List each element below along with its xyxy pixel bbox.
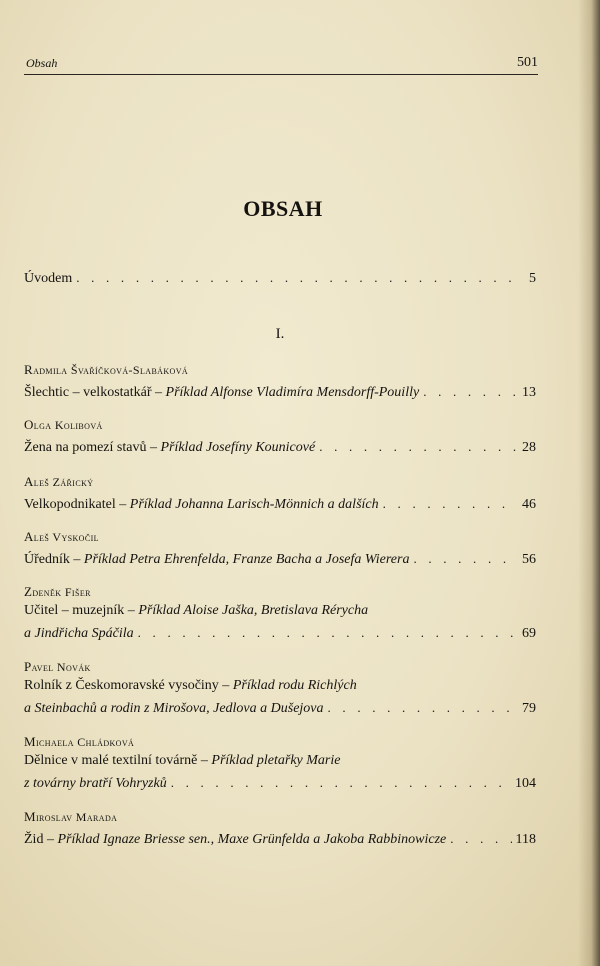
entry-subtitle: Příklad Aloise Jaška, Bretislava Rérycha [138,603,369,618]
entry-subtitle: Příklad rodu Richlých [232,678,357,693]
entry-subtitle: Příklad pletařky Marie [211,753,341,768]
entry-subtitle: Příklad Johanna Larisch-Mönnich a dalších [129,497,379,512]
entry-page: 79 [522,701,536,716]
toc-entry[interactable] [24,623,536,643]
toc-entry[interactable] [24,549,536,569]
running-header [24,52,538,75]
entry-page: 56 [522,552,536,567]
dot-leader [423,382,516,402]
entry-page: 46 [522,497,536,512]
entry-author: Olga Kolibová [24,417,103,432]
toc-entry-first-line[interactable] [24,753,340,769]
entry-title: Rolník z Českomoravské vysočiny – [24,678,233,693]
entry-subtitle: Příklad Alfonse Vladimíra Mensdorff-Pouilly [165,385,420,400]
toc-entry-first-line[interactable] [24,603,368,619]
entry-author: Radmila Švaříčková-Slabáková [24,362,189,377]
part-heading: I. [275,326,285,342]
dot-leader [319,437,516,457]
entry-page: 118 [515,832,536,847]
toc-entry-first-line[interactable] [24,678,357,694]
entry-author: Aleš Vyskočil [24,529,99,544]
entry-author: Miroslav Marada [24,809,118,824]
entry-title: Velkopodnikatel – Příklad Johanna Larisch-Mönnich a dalších [24,497,379,512]
entry-title: Úředník – Příklad Petra Ehrenfelda, Franze Bacha a Josefa Wierera [24,552,410,567]
entry-author: Michaela Chládková [24,734,135,749]
entry-continuation: a Steinbachů a rodin z Mirošova, Jedlova a Dušejova [24,701,324,716]
entry-subtitle: Příklad Josefíny Kounicové [160,440,316,455]
page-title: OBSAH [243,196,323,221]
entry-subtitle: Příklad Petra Ehrenfelda, Franze Bacha a Josefa Wierera [83,552,410,567]
entry-title: Dělnice v malé textilní továrně – [24,753,212,768]
entry-continuation: z továrny bratří Vohryzků [24,776,167,791]
dot-leader [171,773,511,793]
toc-entry[interactable] [24,773,536,793]
toc-entry[interactable] [24,494,536,514]
entry-author: Aleš Zářický [24,474,94,489]
toc-intro[interactable] [24,268,536,288]
toc-entry[interactable] [24,382,536,402]
entry-page: 28 [522,440,536,455]
toc-entry[interactable] [24,698,536,718]
entry-page: 104 [515,776,536,791]
entry-author: Zdeněk Fišer [24,584,91,599]
header-section-title: Obsah [26,56,58,70]
entry-continuation: a Jindřicha Spáčila [24,626,134,641]
dot-leader [138,623,516,643]
toc-intro-label: Úvodem [24,271,73,286]
entry-title: Žena na pomezí stavů – Příklad Josefíny Kounicové [24,440,316,455]
toc-entry[interactable] [24,829,536,849]
toc-intro-page: 5 [529,271,536,286]
toc-entry[interactable] [24,437,536,457]
dot-leader [383,494,516,514]
entry-author: Pavel Novák [24,659,91,674]
header-page-number: 501 [517,55,538,70]
entry-page: 13 [522,385,536,400]
entry-subtitle: Příklad Ignaze Briesse sen., Maxe Grünfelda a Jakoba Rabbinowicze [57,832,447,847]
entry-title: Žid – Příklad Ignaze Briesse sen., Maxe Grünfelda a Jakoba Rabbinowicze [24,832,447,847]
dot-leader [450,829,511,849]
dot-leader [413,549,516,569]
dot-leader [76,268,516,288]
entry-title: Učitel – muzejník – [24,603,139,618]
entry-title: Šlechtic – velkostatkář – Příklad Alfonse Vladimíra Mensdorff-Pouilly [24,385,420,400]
entry-page: 69 [522,626,536,641]
dot-leader [328,698,516,718]
